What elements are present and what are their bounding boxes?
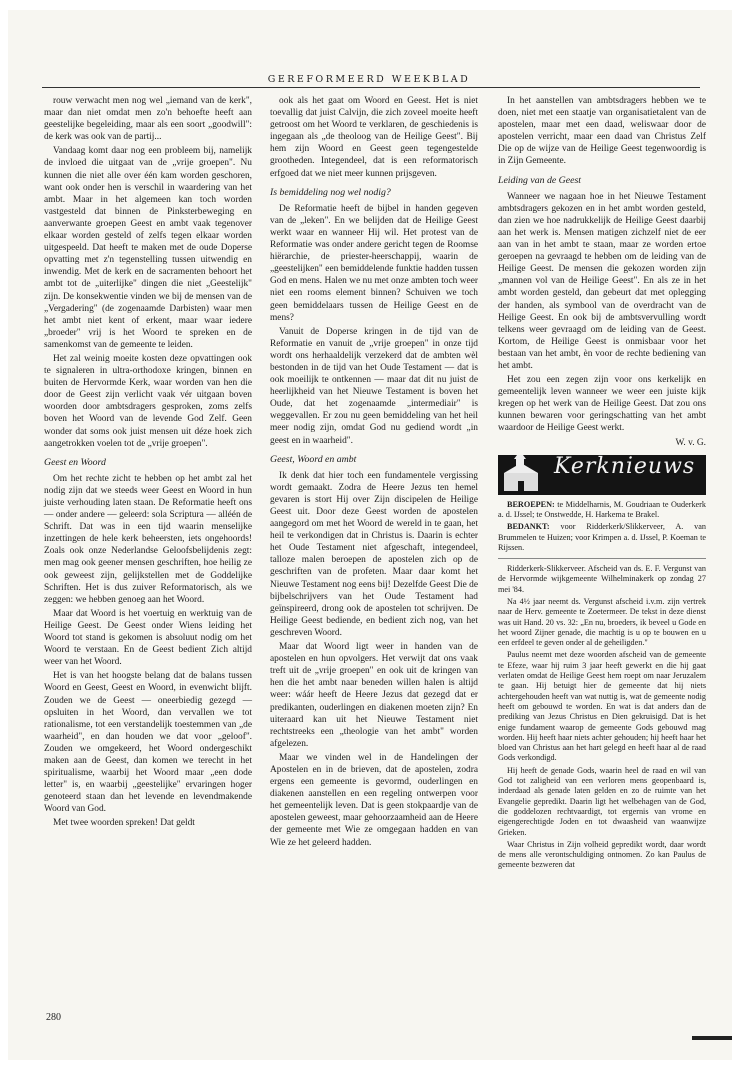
news-paragraph: Hij heeft de genade Gods, waarin heel de raad en wil van God tot zaligheid van een verloren mens geopenbaard is, inderdaad als genade laten gelden en zo de ruimte van het Evangelie gepredikt. Daarin ligt het welbehagen van de God, die goddelozen rechtvaardigt, tot ergernis van vrome en eigengerechtigde Joden en tot dwaasheid van waanwijze Grieken. bbox=[498, 765, 706, 837]
news-item bbox=[498, 500, 706, 521]
news-text: voor Ridderkerk/Slikkerveer, A. van Brummelen te Huizen; voor Krimpen a. d. IJssel, P. Koeman te Rijssen. bbox=[498, 522, 706, 552]
paragraph: Vanuit de Doperse kringen in de tijd van de Reformatie en vanuit de „vrije groepen" in onze tijd wordt ons herhaaldelijk verzekerd dat de ambten wèl bestonden in de tijd van het Oude Testament — dat is ook moeilijk te ontkennen — maar dat dit nu juist de heerlijkheid van het Nieuwe Testament is boven het Oude, dat het zogenaamde „intermediair" is weggevallen. Er zou nu geen bemiddeling van het heil meer nodig zijn, omdat God nu gediend wordt „in geest en in waarheid". bbox=[270, 326, 478, 446]
paragraph: Maar dat Woord ligt weer in handen van de apostelen en hun opvolgers. Het verwijt dat ons vaak treft uit de „vrije groepen" en ook uit de kringen van hen die het ambt naar beneden willen halen is altijd weer: wáár heeft de Heere Jezus dat gezegd dat er predikanten, ouderlingen en diakenen moeten zijn? En uiteraard kan uit het Nieuwe Testament niet rechtstreeks een „theologie van het ambt" worden afgelezen. bbox=[270, 642, 478, 749]
paragraph: Het is van het hoogste belang dat de balans tussen Woord en Geest, Geest en Woord, in evenwicht blijft. Zouden we de Geest — oneerbiedig gezegd — opsluiten in het Woord, dan vervallen we tot rationalisme, tot een verstandelijk toestemmen van „de waarheid", en dan houden we dat voor „geloof". Zouden we omgekeerd, het Woord ondergeschikt maken aan de Geest, dan komen we terecht in het spiritualisme, waarbij het Woord maar „een dode letter" is, en waarbij „geestelijke" ervaringen hoger genoteerd staan dan het levende en levendmakende Woord van God. bbox=[44, 671, 252, 815]
paragraph: De Reformatie heeft de bijbel in handen gegeven van de „leken". En we belijden dat de Heilige Geest werkt waar en wanneer Hij wil. Het protest van de Reformatie was onder andere gericht tegen de Roomse hiërarchie, de priester-heerschappij, waarin de „geestelijken" een bemiddelende funktie hadden tussen God en mens. Halen we nu met onze ambten toch weer niet een rooms element binnen? Schuiven we toch geen bemiddelaars tussen de Heilige Geest en de mens? bbox=[270, 203, 478, 323]
page-number: 280 bbox=[46, 1012, 61, 1023]
author-signature: W. v. G. bbox=[675, 437, 706, 448]
paragraph: Vandaag komt daar nog een probleem bij, namelijk de invloed die uitgaat van de „vrije groepen". Nu kunnen die niet alle over één kam worden geschoren, want ook onder hen is verschil in waardering van het ambt. Maar in het algemeen kan toch worden vastgesteld dat binnen de Pinksterbeweging en aanverwante groepen Geest en ambt vaak tegenover elkaar worden gesteld of zelfs tegen elkaar worden uitgespeeld. Dat heeft te maken met de oude Doperse opvatting met z'n tegenstelling tussen uitwendig en inwendig. Met de kerk en de sacramenten behoort het ambt tot de „uiterlijke" dingen die niet „Geestelijk" zijn. De konsekwentie vinden we bij de mensen van de „Vergadering" (de zogenaamde Darbisten) waar men het ambt niet kent of erkent, maar waar iedere „broeder" vrij is het Woord te spreken en de samenkomst van de gemeente te leiden. bbox=[44, 146, 252, 350]
paragraph: rouw verwacht men nog wel „iemand van de kerk", maar dan niet omdat men zo'n behoefte heeft aan geestelijke begeleiding, maar als een soort „goodwill": de kerk was ook van de partij... bbox=[44, 96, 252, 143]
paragraph: Maar we vinden wel in de Handelingen der Apostelen en in de brieven, dat de apostelen, zodra ergens een gemeente is gevormd, ouderlingen en diakenen aanstellen en een regeling ontwerpen voor het gemeentelijk leven. Dat is geen stokpaardje van de apostelen geweest, maar gehoorzaamheid aan de Heere der gemeente met Wie ze omgegaan hadden en van Wie ze het geleerd hadden. bbox=[270, 752, 478, 848]
paragraph: Om het rechte zicht te hebben op het ambt zal het nodig zijn dat we steeds weer Geest en Woord in hun juiste verhouding laten staan. De Reformatie heeft ons — onder andere — geleerd: sola Scriptura — alléén de Schrift. Dat was in een tijd waarin menselijke inzettingen de hele kerk beheersten, iets ongehoords! Zoals ook onze Nederlandse Geloofsbelijdenis zegt: men mag ook geener mensen geschriften, hoe heilig ze ook geweest zijn, gelijkstellen met de Goddelijke Schriften. Het is dus zuiver Reformatorisch, als we zeggen: we hebben genoeg aan het Woord. bbox=[44, 473, 252, 605]
column-1 bbox=[44, 95, 252, 832]
scan-edge-mark bbox=[692, 1036, 732, 1040]
running-header: GEREFORMEERD WEEKBLAD bbox=[267, 74, 471, 85]
paragraph: ook als het gaat om Woord en Geest. Het is niet toevallig dat juist Calvijn, die zich zoveel moeite heeft getroost om het Woord te verklaren, de geschiedenis is ingegaan als „de theoloog van de Heilige Geest". Bij hem zijn Woord en Geest geen tegengestelde grootheden. Integendeel, dat is een reformatorisch erfgoed dat we niet meer kunnen prijsgeven. bbox=[270, 96, 478, 179]
news-paragraph: Paulus neemt met deze woorden afscheid van de gemeente te Efeze, waar hij ruim 3 jaar heeft gewerkt en die hij gaat verlaten omdat de Heilige Geest hem roept om naar Jeruzalem te gaan. Hij betuigt hier de gemeente dat hij niets achtergehouden heeft van wat nuttig is, wat de gemeente nodig heeft om gebouwd te worden. En wat is dat anders dan de prediking van Jezus Christus en Dien gekruisigd. Dat is het enige fundament waarop de gemeente Gods gebouwd mag worden. Hij heeft haar niets achter gehouden; hij heeft haar het bloed van Christus aan het hart gelegd en heeft haar al de raad Gods verkondigd. bbox=[498, 650, 706, 763]
section-heading: Geest en Woord bbox=[44, 456, 106, 468]
news-item bbox=[498, 522, 706, 553]
section-heading: Leiding van de Geest bbox=[498, 174, 581, 186]
news-divider bbox=[498, 558, 706, 559]
news-lead: BEROEPEN: bbox=[507, 499, 555, 509]
paragraph: Het zal weinig moeite kosten deze opvattingen ook te signaleren in ultra-orthodoxe kringen, binnen en buiten de Hervormde Kerk, waar worden van hen die door de Geest zijn verlicht vaak vér uitgaan boven woorden door ambtsdragers gesproken, zoms zelfs boven het Woord van de levende God Zelf. Geen wonder dat soms ook juist mensen uit déze hoek zich aangetrokken voelen tot de „vrije groepen". bbox=[44, 353, 252, 449]
news-section bbox=[498, 500, 706, 871]
news-paragraph: Ridderkerk-Slikkerveer. Afscheid van ds. E. F. Vergunst van de Hervormde wijkgemeente Wilhelminakerk op zondag 27 mei '84. bbox=[498, 564, 706, 594]
paragraph: In het aanstellen van ambtsdragers hebben we te doen, niet met een staatje van organisatietalent van de apostelen, maar met een daad, weliswaar door de apostelen verricht, maar een daad van Christus Zelf Die op de wijze van de Heilige Geest tegenwoordig is in Zijn Gemeente. bbox=[498, 96, 706, 167]
paragraph: Het zou een zegen zijn voor ons kerkelijk en gemeentelijk leven wanneer we weer een juiste kijk kregen op het werk van de Heilige Geest. Dat zou ons kunnen bewaren voor geringschatting van het ambt waardoor de Heilige Geest werkt. bbox=[498, 375, 706, 434]
news-paragraph: Na 4½ jaar neemt ds. Vergunst afscheid i.v.m. zijn vertrek naar de Herv. gemeente te Zoetermeer. De tekst in deze dienst was uit Hand. 20 vs. 32: „En nu, broeders, ik beveel u Gode en het woord Zijner genade, die machtig is u op te bouwen en u een erfdeel te geven onder al de geheiligden." bbox=[498, 597, 706, 648]
column-3 bbox=[498, 95, 706, 873]
news-lead: BEDANKT: bbox=[507, 522, 550, 532]
paragraph: Maar dat Woord is het voertuig en werktuig van de Heilige Geest. De Geest onder Wiens leiding het Woord tot stand is gekomen is absoluut nodig om het Woord te verstaan. En de Geest bedient Zich altijd weer van het Woord. bbox=[44, 608, 252, 668]
banner-title: Kerknieuws bbox=[554, 454, 696, 479]
column-2 bbox=[270, 95, 478, 851]
kerknieuws-banner bbox=[498, 455, 706, 495]
header-rule bbox=[42, 87, 700, 88]
paragraph: Ik denk dat hier toch een fundamentele vergissing wordt gemaakt. Zodra de Heere Jezus ten hemel gevaren is stort Hij over Zijn discipelen de Heilige Geest uit. Door deze Geest worden de apostelen aangegord om met het Woord de wereld in te gaan, het heil te verkondigen dat in Christus is. Daarin is echter het Oude Testament niet afgeschaft, integendeel, talloze malen beroepen de apostelen zich op de geschriften van de profeten. Maar daar komt het Nieuwe Testament nog eens bij! Dezelfde Geest Die de bijbelschrijvers van het Oude Testament had geïnspireerd, drong ook de apostelen tot schrijven. De Heilige Geest bediende, en bedient zich nog, van het geschreven Woord. bbox=[270, 470, 478, 638]
section-heading: Is bemiddeling nog wel nodig? bbox=[270, 186, 391, 198]
paragraph: Met twee woorden spreken! Dat geldt bbox=[53, 818, 195, 829]
paragraph: Wanneer we nagaan hoe in het Nieuwe Testament ambtsdragers gekozen en in het ambt worden gesteld, dan zien we hoe nadrukkelijk de Heilige Geest daarbij aan het werk is. Mensen matigen zichzelf niet de eer aan van in het ambt te staan, maar ze worden ertoe geroepen na gevraagd te hebben om de leiding van de Heilige Geest. De mensen die gekozen worden zijn „mannen vol van de Heilige Geest". En als ze in het ambt worden gesteld, dan gebeurt dat met oplegging der handen, als symbool van de overdracht van de Heilige Geest. En ook bij de ambtsvervulling wordt telkens weer gevraagd om de leiding van de Geest. Kortom, de Heilige Geest is onmisbaar voor het bestaan van het ambt, èn voor de rechte bediening van het ambt. bbox=[498, 191, 706, 371]
news-paragraph: Waar Christus in Zijn volheid gepredikt wordt, daar wordt de mens alle verontschuldiging ontnomen. Zo kan Paulus de gemeente bezweren dat bbox=[498, 839, 706, 870]
section-heading: Geest, Woord en ambt bbox=[270, 453, 357, 465]
news-text: te Middelharnis, M. Goudriaan te Ouderkerk a. d. IJssel; te Onstwedde, H. Harkema te Brakel. bbox=[498, 499, 706, 519]
